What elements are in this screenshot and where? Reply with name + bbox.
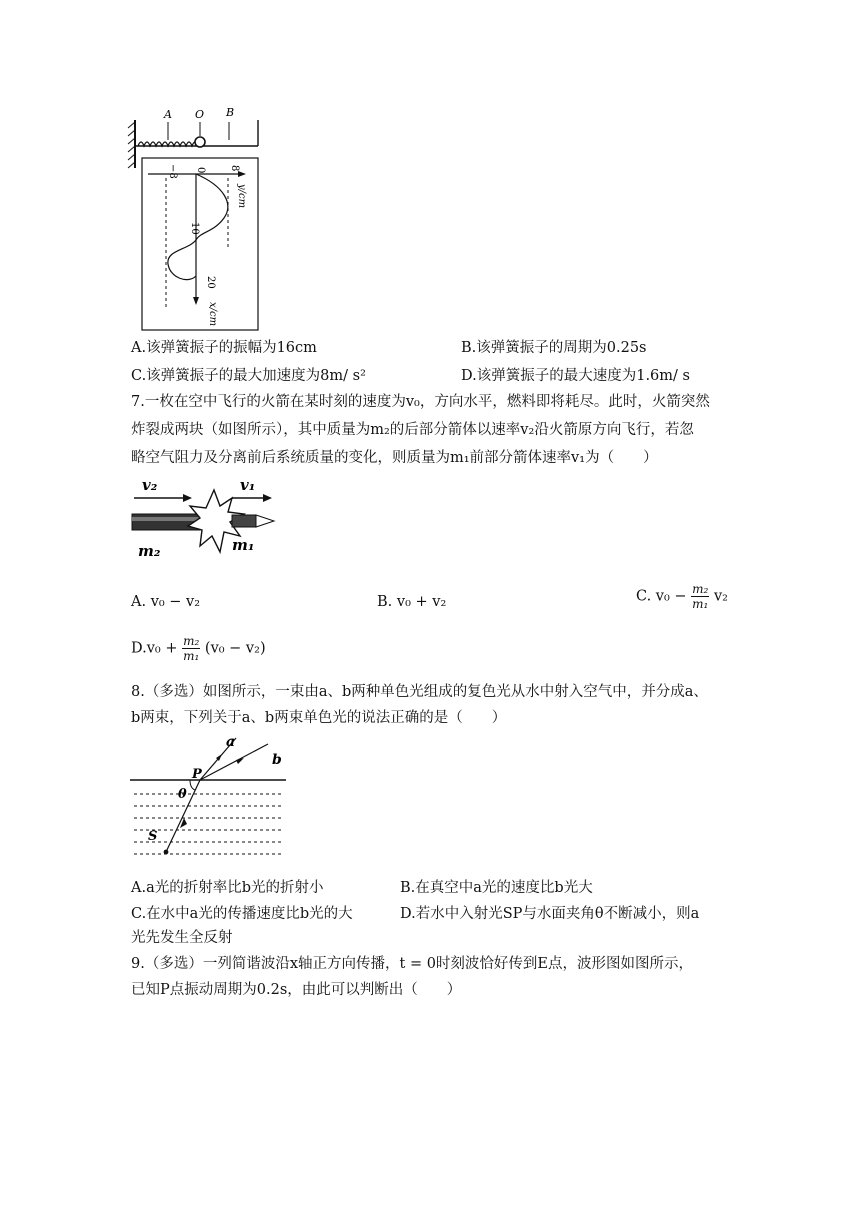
x-axis-label: x/cm — [207, 302, 218, 327]
q9-line-2: 已知P点振动周期为0.2s，由此可以判断出（ ） — [131, 982, 462, 998]
tick-neg8: −8 — [167, 164, 178, 179]
q7-option-d-prefix: D.v₀ + — [131, 640, 178, 657]
label-s: S — [148, 829, 158, 844]
q7-option-c — [636, 582, 728, 611]
spring-oscillator-figure — [126, 100, 266, 332]
q7-line-1: 7.一枚在空中飞行的火箭在某时刻的速度为v₀，方向水平，燃料即将耗尽。此时，火箭突然 — [131, 394, 710, 410]
label-a-ray: a — [226, 734, 236, 750]
q6-option-a: A.该弹簧振子的振幅为16cm — [131, 340, 317, 356]
label-theta: θ — [178, 787, 187, 802]
q7-option-d-suffix: (v₀ − v₂) — [204, 640, 266, 657]
tick-8: 8 — [229, 165, 240, 172]
q7-option-d — [131, 634, 266, 663]
label-b-ray: b — [272, 752, 282, 768]
q8-option-d-continued: 光先发生全反射 — [131, 930, 233, 946]
label-a: A — [164, 108, 172, 121]
q7-option-b: B. v₀ + v₂ — [377, 594, 447, 610]
label-b: B — [226, 106, 235, 119]
rocket-explosion-figure — [128, 476, 278, 570]
v1-label: v₁ — [240, 476, 256, 494]
q7-line-2: 炸裂成两块（如图所示），其中质量为m₂的后部分箭体以速率v₂沿火箭原方向飞行，若忽 — [131, 422, 694, 438]
q6-option-d: D.该弹簧振子的最大速度为1.6m/ s — [461, 368, 690, 384]
tick-20: 20 — [205, 276, 216, 289]
q7-option-c-numerator: m₂ — [692, 582, 709, 596]
m2-label: m₂ — [138, 542, 161, 560]
tick-10: 10 — [189, 222, 200, 235]
tick-0: 0 — [195, 167, 206, 174]
q6-option-b: B.该弹簧振子的周期为0.25s — [461, 340, 647, 356]
q7-option-c-prefix: C. v₀ − — [636, 588, 687, 605]
q8-line-2: b两束，下列关于a、b两束单色光的说法正确的是（ ） — [131, 710, 507, 726]
q7-option-d-numerator: m₂ — [183, 634, 200, 648]
q7-option-d-fraction — [182, 634, 200, 663]
q7-line-3: 略空气阻力及分离前后系统质量的变化，则质量为m₁前部分箭体速率v₁为（ ） — [131, 450, 658, 466]
q6-option-c: C.该弹簧振子的最大加速度为8m/ s² — [131, 368, 366, 384]
q8-option-c: C.在水中a光的传播速度比b光的大 — [131, 906, 353, 922]
q9-line-1: 9.（多选）一列简谐波沿x轴正方向传播，t = 0时刻波恰好传到E点，波形图如图所示， — [131, 956, 694, 972]
v2-label: v₂ — [142, 476, 158, 494]
m1-label: m₁ — [232, 536, 255, 554]
y-axis-label: y/cm — [236, 184, 247, 209]
label-o: O — [195, 108, 205, 121]
q7-option-a: A. v₀ − v₂ — [131, 594, 201, 610]
q7-option-c-denominator: m₁ — [692, 597, 709, 611]
q7-option-c-suffix: v₂ — [713, 588, 728, 605]
q7-option-d-denominator: m₁ — [183, 649, 200, 663]
q8-line-1: 8.（多选）如图所示，一束由a、b两种单色光组成的复色光从水中射入空气中，并分成a、 — [131, 684, 708, 700]
q7-option-c-fraction — [691, 582, 709, 611]
refraction-figure — [128, 732, 288, 868]
q8-option-b: B.在真空中a光的速度比b光大 — [400, 880, 593, 896]
q8-option-a: A.a光的折射率比b光的折射小 — [131, 880, 324, 896]
q8-option-d: D.若水中入射光SP与水面夹角θ不断减小，则a — [400, 906, 700, 922]
label-p: P — [192, 767, 202, 782]
